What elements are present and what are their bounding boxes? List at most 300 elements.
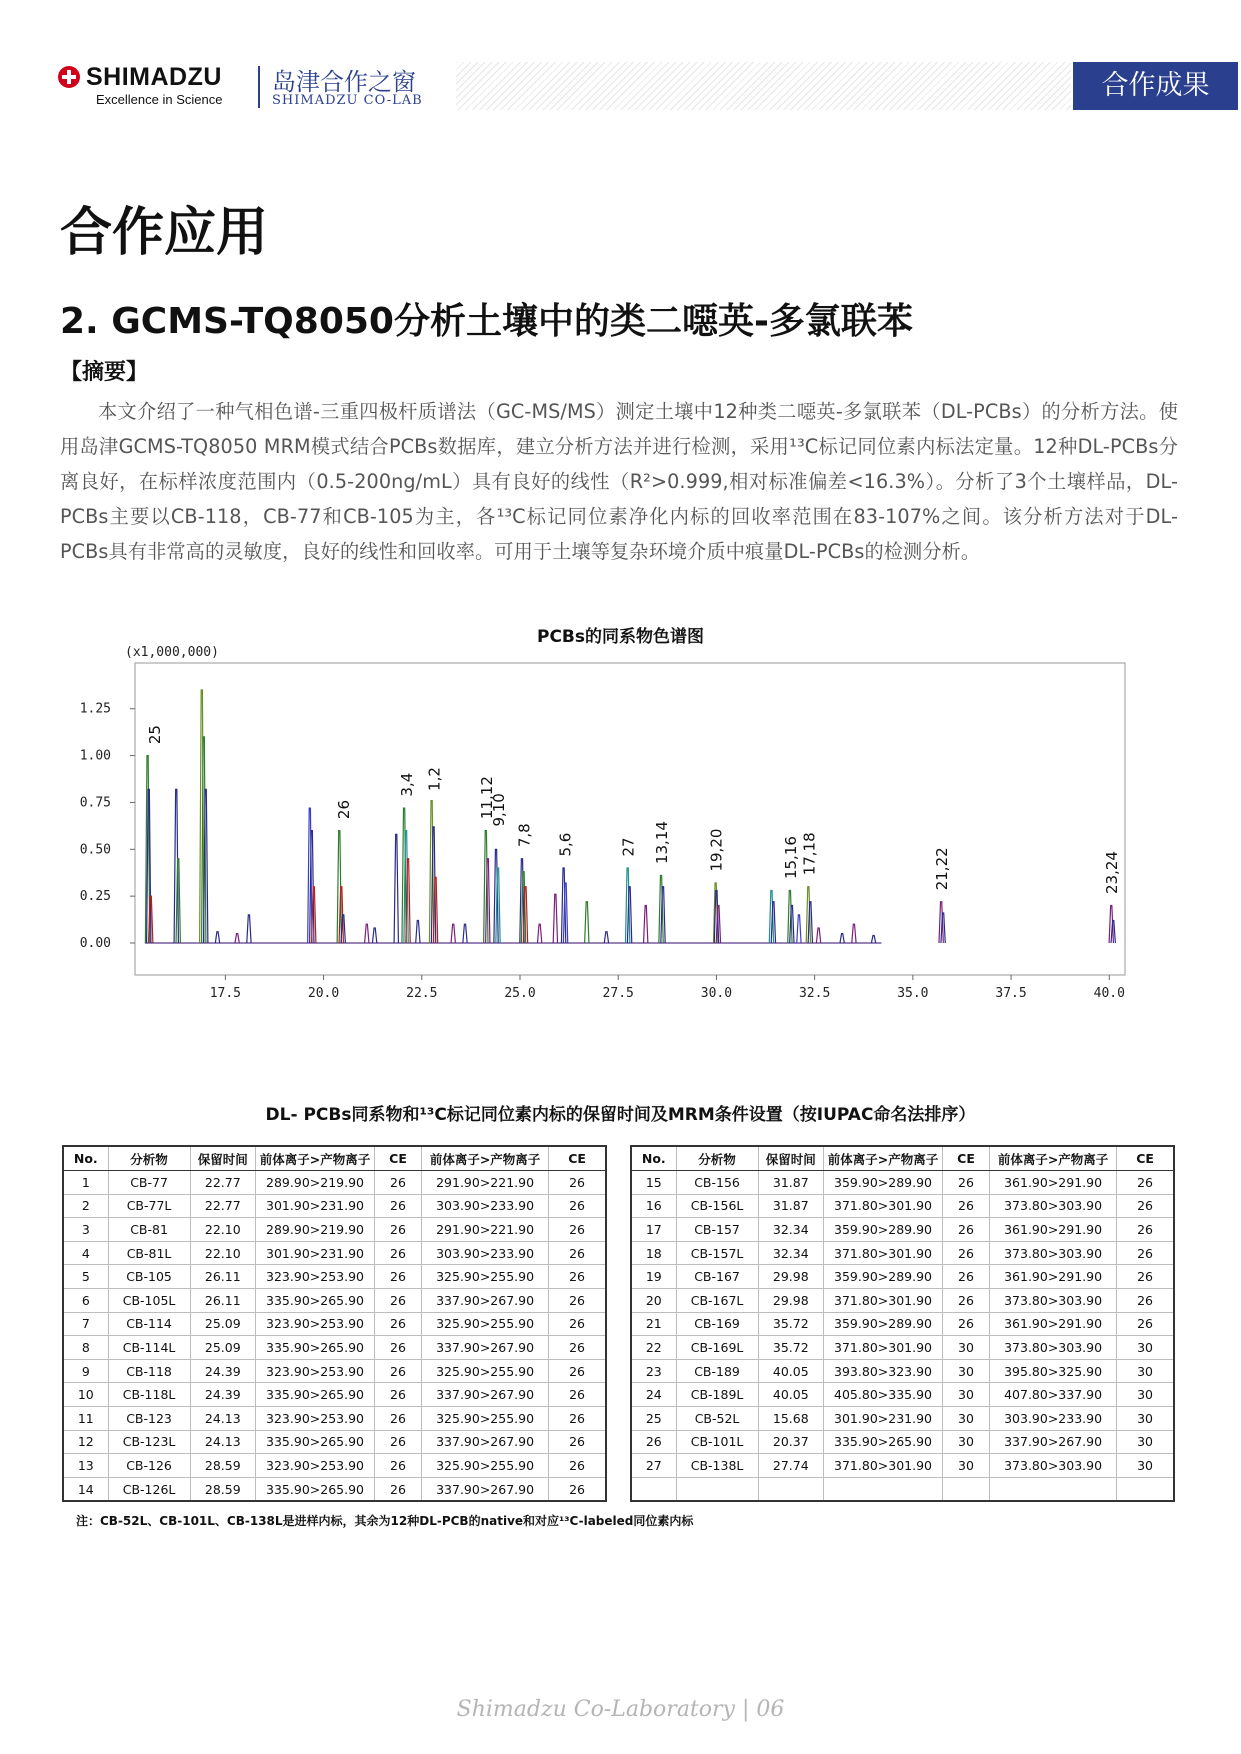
table-cell: CB-77 <box>108 1171 190 1195</box>
table-cell: 40.05 <box>758 1383 824 1407</box>
table-row <box>631 1359 1174 1383</box>
table-cell: CB-114L <box>108 1336 190 1360</box>
brand-tagline: Excellence in Science <box>96 92 223 107</box>
table-cell: CB-101L <box>676 1430 758 1454</box>
table-cell: CB-167 <box>676 1265 758 1289</box>
peak-label: 25 <box>145 725 164 745</box>
table-cell: 13 <box>63 1454 108 1478</box>
table-cell: 25 <box>631 1406 676 1430</box>
table-cell: 24.13 <box>190 1406 256 1430</box>
col-retention-time: 保留时间 <box>190 1146 256 1171</box>
table-cell: 323.90>253.90 <box>256 1454 375 1478</box>
table-cell: 323.90>253.90 <box>256 1312 375 1336</box>
table-cell <box>631 1477 676 1501</box>
chromatogram-peak <box>604 932 608 943</box>
chromatogram-peak <box>852 924 856 943</box>
table-row <box>631 1336 1174 1360</box>
table-cell: CB-157L <box>676 1241 758 1265</box>
table-cell: 337.90>267.90 <box>422 1430 549 1454</box>
page-footer: Shimadzu Co-Laboratory | 06 <box>456 1697 785 1722</box>
table-cell: 26 <box>549 1359 606 1383</box>
table-row <box>631 1477 1174 1501</box>
table-cell: 24.39 <box>190 1383 256 1407</box>
table-cell: 27 <box>631 1454 676 1478</box>
section-badge: 合作成果 <box>1073 62 1238 110</box>
table-cell: 9 <box>63 1359 108 1383</box>
chromatogram-peak <box>394 834 398 943</box>
table-cell: CB-105 <box>108 1265 190 1289</box>
table-row <box>63 1383 606 1407</box>
table-cell: CB-118L <box>108 1383 190 1407</box>
table-cell: 26 <box>549 1454 606 1478</box>
table-cell: 26 <box>1117 1312 1174 1336</box>
table-cell: 361.90>291.90 <box>990 1218 1117 1242</box>
table-cell: 30 <box>1117 1359 1174 1383</box>
x-tick-label: 40.0 <box>1093 986 1125 1001</box>
table-cell: 17 <box>631 1218 676 1242</box>
table-cell: 335.90>265.90 <box>824 1430 943 1454</box>
col-transition-1: 前体离子>产物离子 <box>824 1146 943 1171</box>
table-cell: 30 <box>942 1359 989 1383</box>
table-cell: CB-126 <box>108 1454 190 1478</box>
chromatogram-peak <box>553 894 557 943</box>
table-cell: 335.90>265.90 <box>256 1383 375 1407</box>
table-row <box>63 1194 606 1218</box>
table-cell: 18 <box>631 1241 676 1265</box>
table-cell: 8 <box>63 1336 108 1360</box>
table-cell: 373.80>303.90 <box>990 1241 1117 1265</box>
table-cell: 30 <box>1117 1430 1174 1454</box>
peak-label: 9,10 <box>490 793 508 827</box>
table-cell: 405.80>335.90 <box>824 1383 943 1407</box>
table-cell: CB-189 <box>676 1359 758 1383</box>
table-cell: 15.68 <box>758 1406 824 1430</box>
y-tick-label: 1.25 <box>80 701 111 717</box>
x-tick-label: 22.5 <box>406 986 438 1001</box>
peak-label: 15,16 <box>781 836 800 880</box>
table-cell: 323.90>253.90 <box>256 1359 375 1383</box>
table-cell: 359.90>289.90 <box>824 1312 943 1336</box>
table-cell: 29.98 <box>758 1265 824 1289</box>
table-cell: CB-157 <box>676 1218 758 1242</box>
chromatogram-peak <box>235 934 239 943</box>
table-cell: 24.39 <box>190 1359 256 1383</box>
col-ce-2: CE <box>1117 1146 1174 1171</box>
table-cell: CB-81 <box>108 1218 190 1242</box>
table-header-row <box>631 1146 1174 1171</box>
table-cell: 26 <box>1117 1241 1174 1265</box>
table-cell <box>758 1477 824 1501</box>
table-cell: CB-169L <box>676 1336 758 1360</box>
table-note: 注：CB-52L、CB-101L、CB-138L是进样内标，其余为12种DL-PCB的native和对应¹³C-labeled同位素内标 <box>76 1514 694 1528</box>
table-cell: 26 <box>1117 1265 1174 1289</box>
table-cell: CB-138L <box>676 1454 758 1478</box>
x-tick-label: 27.5 <box>602 986 634 1001</box>
table-cell: 325.90>255.90 <box>422 1359 549 1383</box>
table-cell: 30 <box>1117 1406 1174 1430</box>
table-cell: CB-189L <box>676 1383 758 1407</box>
table-cell: 26 <box>549 1477 606 1501</box>
table-cell: 26 <box>942 1312 989 1336</box>
table-cell: 26 <box>374 1288 421 1312</box>
table-cell: CB-81L <box>108 1241 190 1265</box>
table-cell: 337.90>267.90 <box>990 1430 1117 1454</box>
table-cell: 26 <box>942 1218 989 1242</box>
peak-label: 23,24 <box>1103 851 1122 895</box>
table-cell: 359.90>289.90 <box>824 1171 943 1195</box>
peak-label: 17,18 <box>800 832 819 876</box>
table-row <box>631 1171 1174 1195</box>
table-row <box>63 1336 606 1360</box>
table-cell: 4 <box>63 1241 108 1265</box>
table-cell: CB-169 <box>676 1312 758 1336</box>
table-cell: 5 <box>63 1265 108 1289</box>
table-cell: 325.90>255.90 <box>422 1312 549 1336</box>
peak-label: 13,14 <box>653 821 672 865</box>
table-cell: 26 <box>942 1265 989 1289</box>
y-tick-label: 0.25 <box>80 889 111 905</box>
table-cell: 371.80>301.90 <box>824 1194 943 1218</box>
table-cell: 27.74 <box>758 1454 824 1478</box>
table-row <box>63 1241 606 1265</box>
table-cell: 25.09 <box>190 1312 256 1336</box>
table-cell: CB-77L <box>108 1194 190 1218</box>
table-cell: 20 <box>631 1288 676 1312</box>
col-ce-2: CE <box>549 1146 606 1171</box>
table-cell: 26 <box>374 1477 421 1501</box>
table-cell: 7 <box>63 1312 108 1336</box>
table-cell: 371.80>301.90 <box>824 1336 943 1360</box>
section-title: 合作应用 <box>60 202 269 263</box>
table-cell: 24.13 <box>190 1430 256 1454</box>
col-no: No. <box>631 1146 676 1171</box>
table-cell: 335.90>265.90 <box>256 1288 375 1312</box>
table-cell: 26 <box>374 1359 421 1383</box>
table-cell: 26 <box>374 1406 421 1430</box>
table-cell: 30 <box>942 1430 989 1454</box>
table-cell: CB-156 <box>676 1171 758 1195</box>
y-multiplier-label: (x1,000,000) <box>125 645 219 660</box>
table-cell: 289.90>219.90 <box>256 1171 375 1195</box>
peak-label: 5,6 <box>556 832 575 857</box>
table-cell: 325.90>255.90 <box>422 1454 549 1478</box>
table-cell: 26 <box>549 1312 606 1336</box>
chromatogram-peak <box>585 902 589 943</box>
table-cell: 26 <box>549 1265 606 1289</box>
table-cell: 3 <box>63 1218 108 1242</box>
y-tick-label: 0.50 <box>80 842 111 858</box>
table-cell: 11 <box>63 1406 108 1430</box>
table-cell: 26 <box>374 1430 421 1454</box>
table-cell <box>990 1477 1117 1501</box>
table-cell: 23 <box>631 1359 676 1383</box>
table-cell: 373.80>303.90 <box>990 1336 1117 1360</box>
table-cell: 31.87 <box>758 1171 824 1195</box>
table-header-row <box>63 1146 606 1171</box>
chart-title: PCBs的同系物色谱图 <box>536 627 704 647</box>
table-cell: 303.90>233.90 <box>990 1406 1117 1430</box>
table-cell: 26 <box>942 1288 989 1312</box>
col-ce-1: CE <box>374 1146 421 1171</box>
table-cell: 335.90>265.90 <box>256 1430 375 1454</box>
table-cell: 26 <box>374 1383 421 1407</box>
table-cell: 22 <box>631 1336 676 1360</box>
table-cell: 373.80>303.90 <box>990 1454 1117 1478</box>
table-row <box>63 1218 606 1242</box>
chromatogram-peak <box>463 924 467 943</box>
table-cell: 22.10 <box>190 1218 256 1242</box>
shimadzu-logo-icon <box>58 66 80 88</box>
table-cell: 301.90>231.90 <box>256 1194 375 1218</box>
table-cell: 26 <box>549 1336 606 1360</box>
table-cell: 30 <box>942 1454 989 1478</box>
table-cell: 26 <box>549 1430 606 1454</box>
table-row <box>631 1194 1174 1218</box>
colab-title-cn: 岛津合作之窗 <box>272 68 416 96</box>
brand-name: SHIMADZU <box>86 63 222 91</box>
table-cell: 31.87 <box>758 1194 824 1218</box>
chromatogram-peak <box>247 915 251 943</box>
table-row <box>63 1454 606 1478</box>
table-cell: 303.90>233.90 <box>422 1194 549 1218</box>
table-cell: 291.90>221.90 <box>422 1218 549 1242</box>
chromatogram-peak <box>451 924 455 943</box>
peak-labels <box>146 725 1121 894</box>
table-cell: 15 <box>631 1171 676 1195</box>
peak-label: 11,12 <box>477 776 496 820</box>
col-analyte: 分析物 <box>676 1146 758 1171</box>
col-transition-2: 前体离子>产物离子 <box>422 1146 549 1171</box>
article-title: 2. GCMS-TQ8050分析土壤中的类二噁英-多氯联苯 <box>60 301 913 342</box>
col-no: No. <box>63 1146 108 1171</box>
peak-label: 7,8 <box>515 823 534 848</box>
table-cell: CB-156L <box>676 1194 758 1218</box>
table-cell: 371.80>301.90 <box>824 1288 943 1312</box>
table-cell: 32.34 <box>758 1218 824 1242</box>
y-tick-label: 0.75 <box>80 795 111 811</box>
table-row <box>631 1288 1174 1312</box>
table-cell: 371.80>301.90 <box>824 1454 943 1478</box>
table-cell: 337.90>267.90 <box>422 1288 549 1312</box>
table-cell: 325.90>255.90 <box>422 1265 549 1289</box>
chromatogram-chart <box>80 645 1140 1045</box>
table-cell: 32.34 <box>758 1241 824 1265</box>
col-transition-2: 前体离子>产物离子 <box>990 1146 1117 1171</box>
table-cell: 25.09 <box>190 1336 256 1360</box>
table-cell: 335.90>265.90 <box>256 1477 375 1501</box>
table-cell: 26 <box>549 1194 606 1218</box>
peak-label: 19,20 <box>707 828 726 872</box>
table-cell: 373.80>303.90 <box>990 1288 1117 1312</box>
table-row <box>63 1477 606 1501</box>
table-cell: 395.80>325.90 <box>990 1359 1117 1383</box>
table-cell: 10 <box>63 1383 108 1407</box>
table-cell: CB-114 <box>108 1312 190 1336</box>
table-cell: 40.05 <box>758 1359 824 1383</box>
table-cell: 26 <box>549 1406 606 1430</box>
table-cell: 26 <box>374 1194 421 1218</box>
table-cell: 325.90>255.90 <box>422 1406 549 1430</box>
table-cell: 359.90>289.90 <box>824 1218 943 1242</box>
table-cell: CB-123L <box>108 1430 190 1454</box>
table-cell: 26 <box>942 1194 989 1218</box>
table-cell: 337.90>267.90 <box>422 1477 549 1501</box>
table-cell: CB-118 <box>108 1359 190 1383</box>
col-analyte: 分析物 <box>108 1146 190 1171</box>
table-cell: 12 <box>63 1430 108 1454</box>
table-cell: 407.80>337.90 <box>990 1383 1117 1407</box>
y-tick-label: 0.00 <box>80 936 111 951</box>
table-cell: CB-105L <box>108 1288 190 1312</box>
abstract-text: 本文介绍了一种气相色谱-三重四极杆质谱法（GC-MS/MS）测定土壤中12种类二噁英-多氯联苯（DL-PCBs）的分析方法。使用岛津GCMS-TQ8050 MRM模式结合PCBs数据库，建立分析方法并进行检测，采用¹³C标记同位素内标法定量。12种DL-PCBs分离良好，在标样浓度范围内（0.5-200ng/mL）具有良好的线性（R²>0.999,相对标准偏差<16.3%）。分析了3个土壤样品，DL-PCBs主要以CB-118，CB-77和CB-105为主，各¹³C标记同位素净化内标的回收率范围在83-107%之间。该分析方法对于DL-PCBs具有非常高的灵敏度，良好的线性和回收率。可用于土壤等复杂环境介质中痕量DL-PCBs的检测分析。 <box>60 400 1178 563</box>
table-cell: 26 <box>942 1241 989 1265</box>
table-cell: 2 <box>63 1194 108 1218</box>
table-cell: 28.59 <box>190 1454 256 1478</box>
table-cell: 30 <box>942 1383 989 1407</box>
table-cell: 323.90>253.90 <box>256 1265 375 1289</box>
table-cell <box>676 1477 758 1501</box>
chromatogram-peak <box>797 915 801 943</box>
table-cell: 371.80>301.90 <box>824 1241 943 1265</box>
retention-table-left <box>62 1145 607 1502</box>
chromatogram-peak <box>816 928 820 943</box>
table-cell: 26 <box>549 1383 606 1407</box>
table-cell: 303.90>233.90 <box>422 1241 549 1265</box>
col-ce-1: CE <box>942 1146 989 1171</box>
table-cell: 291.90>221.90 <box>422 1171 549 1195</box>
table-cell: 24 <box>631 1383 676 1407</box>
table-cell: 30 <box>942 1336 989 1360</box>
table-row <box>63 1406 606 1430</box>
peak-label: 27 <box>619 837 638 857</box>
table-cell: 361.90>291.90 <box>990 1265 1117 1289</box>
table-cell: 26.11 <box>190 1288 256 1312</box>
table-cell: 26 <box>374 1454 421 1478</box>
col-retention-time: 保留时间 <box>758 1146 824 1171</box>
chromatogram-peak <box>840 934 844 943</box>
table-cell: 6 <box>63 1288 108 1312</box>
peak-label: 1,2 <box>425 767 444 791</box>
table-cell: 361.90>291.90 <box>990 1312 1117 1336</box>
table-cell: 393.80>323.90 <box>824 1359 943 1383</box>
table-row <box>63 1430 606 1454</box>
chromatogram-peak <box>871 936 875 943</box>
abstract-label: 【摘要】 <box>60 360 149 385</box>
colab-title-en: SHIMADZU CO-LAB <box>272 93 423 108</box>
table-cell: 373.80>303.90 <box>990 1194 1117 1218</box>
header-hatch-band <box>456 62 1071 110</box>
table-row <box>63 1312 606 1336</box>
table-row <box>631 1218 1174 1242</box>
table-cell: 35.72 <box>758 1312 824 1336</box>
chromatogram-peak <box>416 921 420 943</box>
table-cell: CB-123 <box>108 1406 190 1430</box>
table-cell: 337.90>267.90 <box>422 1336 549 1360</box>
table-cell: 337.90>267.90 <box>422 1383 549 1407</box>
table-cell: 26 <box>1117 1218 1174 1242</box>
x-tick-label: 30.0 <box>700 986 733 1001</box>
table-row <box>631 1312 1174 1336</box>
table-row <box>631 1383 1174 1407</box>
table-row <box>63 1288 606 1312</box>
table-cell: 26 <box>374 1241 421 1265</box>
table-cell: 26 <box>549 1171 606 1195</box>
table-row <box>631 1406 1174 1430</box>
chromatogram-peak <box>537 924 541 943</box>
x-tick-label: 37.5 <box>995 986 1027 1001</box>
table-cell: 22.77 <box>190 1194 256 1218</box>
table-cell: 26 <box>1117 1288 1174 1312</box>
table-cell: 26 <box>374 1336 421 1360</box>
x-tick-label: 20.0 <box>307 986 340 1001</box>
table-row <box>63 1171 606 1195</box>
table-cell: CB-167L <box>676 1288 758 1312</box>
table-cell: 361.90>291.90 <box>990 1171 1117 1195</box>
chromatogram-peak <box>644 906 648 943</box>
table-cell: 26 <box>374 1265 421 1289</box>
table-row <box>631 1454 1174 1478</box>
table-cell: 29.98 <box>758 1288 824 1312</box>
x-tick-label: 17.5 <box>209 986 242 1001</box>
table-cell: 289.90>219.90 <box>256 1218 375 1242</box>
table-cell: 26 <box>549 1218 606 1242</box>
col-transition-1: 前体离子>产物离子 <box>256 1146 375 1171</box>
table-cell <box>1117 1477 1174 1501</box>
table-cell: 22.10 <box>190 1241 256 1265</box>
x-tick-label: 25.0 <box>504 986 536 1001</box>
table-cell: 30 <box>1117 1383 1174 1407</box>
table-cell: 301.90>231.90 <box>256 1241 375 1265</box>
chromatogram-peak <box>372 928 376 943</box>
chromatogram-peak <box>365 924 369 943</box>
table-cell: 26.11 <box>190 1265 256 1289</box>
y-tick-label: 1.00 <box>80 748 111 764</box>
table-cell: 28.59 <box>190 1477 256 1501</box>
table-row <box>63 1265 606 1289</box>
header-divider <box>258 66 260 108</box>
table-cell: 26 <box>942 1171 989 1195</box>
chromatogram-peak <box>215 932 219 943</box>
table-cell: 26 <box>549 1241 606 1265</box>
table-cell: 1 <box>63 1171 108 1195</box>
table-cell: 30 <box>1117 1454 1174 1478</box>
table-cell: 16 <box>631 1194 676 1218</box>
page-header <box>0 0 1241 120</box>
table-cell: CB-126L <box>108 1477 190 1501</box>
peak-label: 3,4 <box>398 772 417 797</box>
table-row <box>631 1430 1174 1454</box>
table-cell: 21 <box>631 1312 676 1336</box>
table-cell: 14 <box>63 1477 108 1501</box>
x-tick-label: 35.0 <box>897 986 929 1001</box>
table-cell: 30 <box>942 1406 989 1430</box>
table-cell: 22.77 <box>190 1171 256 1195</box>
table-cell: 26 <box>631 1430 676 1454</box>
retention-table-right <box>630 1145 1175 1502</box>
peaks <box>145 690 1115 943</box>
table-cell <box>942 1477 989 1501</box>
axis-ticks <box>80 702 1125 1001</box>
table-cell: 301.90>231.90 <box>824 1406 943 1430</box>
table-cell: 35.72 <box>758 1336 824 1360</box>
table-cell: 335.90>265.90 <box>256 1336 375 1360</box>
table-cell: CB-52L <box>676 1406 758 1430</box>
table-cell: 26 <box>374 1312 421 1336</box>
table-cell: 359.90>289.90 <box>824 1265 943 1289</box>
table-cell: 20.37 <box>758 1430 824 1454</box>
table-cell: 26 <box>1117 1194 1174 1218</box>
table-title: DL- PCBs同系物和¹³C标记同位素内标的保留时间及MRM条件设置（按IUPAC命名法排序） <box>265 1105 976 1125</box>
